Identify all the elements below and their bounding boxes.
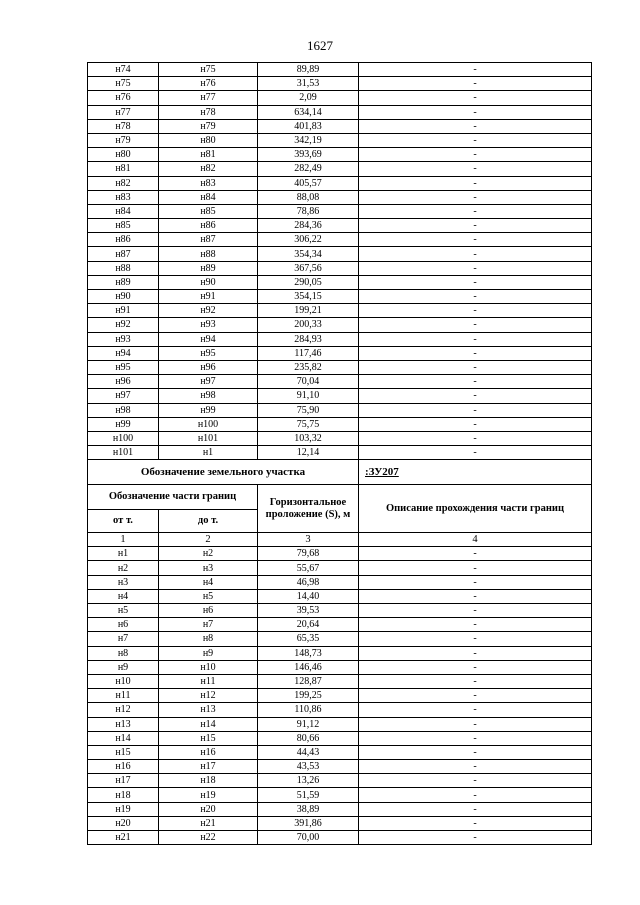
description-cell: - bbox=[359, 403, 592, 417]
header-row-1 bbox=[88, 485, 592, 510]
description-cell: - bbox=[359, 360, 592, 374]
to-point-cell: н85 bbox=[159, 204, 258, 218]
to-point-cell: н95 bbox=[159, 346, 258, 360]
table-row bbox=[88, 802, 592, 816]
table-row bbox=[88, 332, 592, 346]
section2-body bbox=[88, 547, 592, 845]
length-cell: 282,49 bbox=[258, 162, 359, 176]
table-row bbox=[88, 261, 592, 275]
description-cell: - bbox=[359, 389, 592, 403]
to-point-cell: н82 bbox=[159, 162, 258, 176]
description-cell: - bbox=[359, 290, 592, 304]
description-cell: - bbox=[359, 133, 592, 147]
description-cell: - bbox=[359, 618, 592, 632]
from-point-cell: н87 bbox=[88, 247, 159, 261]
from-point-cell: н77 bbox=[88, 105, 159, 119]
to-point-cell: н2 bbox=[159, 547, 258, 561]
length-cell: 91,10 bbox=[258, 389, 359, 403]
length-cell: 634,14 bbox=[258, 105, 359, 119]
from-point-cell: н80 bbox=[88, 148, 159, 162]
description-cell: - bbox=[359, 589, 592, 603]
from-point-cell: н16 bbox=[88, 760, 159, 774]
from-point-cell: н12 bbox=[88, 703, 159, 717]
from-point-cell: н1 bbox=[88, 547, 159, 561]
to-point-cell: н91 bbox=[159, 290, 258, 304]
to-point-cell: н22 bbox=[159, 831, 258, 845]
from-point-cell: н83 bbox=[88, 190, 159, 204]
length-cell: 46,98 bbox=[258, 575, 359, 589]
to-point-cell: н4 bbox=[159, 575, 258, 589]
description-cell: - bbox=[359, 802, 592, 816]
length-cell: 200,33 bbox=[258, 318, 359, 332]
length-cell: 39,53 bbox=[258, 604, 359, 618]
length-cell: 31,53 bbox=[258, 77, 359, 91]
description-cell: - bbox=[359, 63, 592, 77]
to-point-cell: н13 bbox=[159, 703, 258, 717]
from-point-cell: н92 bbox=[88, 318, 159, 332]
from-point-cell: н9 bbox=[88, 660, 159, 674]
description-cell: - bbox=[359, 247, 592, 261]
to-point-cell: н98 bbox=[159, 389, 258, 403]
to-point-cell: н17 bbox=[159, 760, 258, 774]
length-cell: 117,46 bbox=[258, 346, 359, 360]
from-point-cell: н15 bbox=[88, 745, 159, 759]
to-point-cell: н96 bbox=[159, 360, 258, 374]
table-row bbox=[88, 375, 592, 389]
column-number-4: 4 bbox=[359, 533, 592, 547]
length-cell: 20,64 bbox=[258, 618, 359, 632]
from-point-cell: н6 bbox=[88, 618, 159, 632]
from-point-cell: н84 bbox=[88, 204, 159, 218]
table-row bbox=[88, 660, 592, 674]
to-point-cell: н86 bbox=[159, 219, 258, 233]
from-point-cell: н10 bbox=[88, 674, 159, 688]
from-point-cell: н76 bbox=[88, 91, 159, 105]
length-cell: 75,75 bbox=[258, 417, 359, 431]
length-cell: 354,34 bbox=[258, 247, 359, 261]
description-cell: - bbox=[359, 204, 592, 218]
length-cell: 91,12 bbox=[258, 717, 359, 731]
length-cell: 65,35 bbox=[258, 632, 359, 646]
description-cell: - bbox=[359, 816, 592, 830]
plot-label: Обозначение земельного участка bbox=[88, 460, 359, 485]
table-row bbox=[88, 77, 592, 91]
to-point-cell: н8 bbox=[159, 632, 258, 646]
from-point-cell: н5 bbox=[88, 604, 159, 618]
description-cell: - bbox=[359, 417, 592, 431]
description-cell: - bbox=[359, 547, 592, 561]
to-point-cell: н12 bbox=[159, 689, 258, 703]
from-point-cell: н13 bbox=[88, 717, 159, 731]
from-point-cell: н18 bbox=[88, 788, 159, 802]
description-cell: - bbox=[359, 717, 592, 731]
to-point-cell: н9 bbox=[159, 646, 258, 660]
table-row bbox=[88, 219, 592, 233]
table-row bbox=[88, 774, 592, 788]
to-point-cell: н10 bbox=[159, 660, 258, 674]
to-point-cell: н15 bbox=[159, 731, 258, 745]
length-cell: 393,69 bbox=[258, 148, 359, 162]
to-point-cell: н90 bbox=[159, 275, 258, 289]
from-point-cell: н17 bbox=[88, 774, 159, 788]
table-row bbox=[88, 204, 592, 218]
table-row bbox=[88, 446, 592, 460]
description-cell: - bbox=[359, 689, 592, 703]
length-cell: 306,22 bbox=[258, 233, 359, 247]
to-point-cell: н3 bbox=[159, 561, 258, 575]
description-cell: - bbox=[359, 731, 592, 745]
length-cell: 43,53 bbox=[258, 760, 359, 774]
description-cell: - bbox=[359, 375, 592, 389]
description-cell: - bbox=[359, 119, 592, 133]
table-row bbox=[88, 389, 592, 403]
description-cell: - bbox=[359, 788, 592, 802]
description-cell: - bbox=[359, 105, 592, 119]
table-row bbox=[88, 575, 592, 589]
length-cell: 146,46 bbox=[258, 660, 359, 674]
from-point-cell: н11 bbox=[88, 689, 159, 703]
length-cell: 12,14 bbox=[258, 446, 359, 460]
table-row bbox=[88, 760, 592, 774]
length-cell: 44,43 bbox=[258, 745, 359, 759]
description-cell: - bbox=[359, 304, 592, 318]
table-row bbox=[88, 105, 592, 119]
table-row bbox=[88, 745, 592, 759]
from-point-cell: н96 bbox=[88, 375, 159, 389]
from-point-cell: н94 bbox=[88, 346, 159, 360]
table-row bbox=[88, 547, 592, 561]
to-header: до т. bbox=[159, 510, 258, 533]
to-point-cell: н78 bbox=[159, 105, 258, 119]
table-row bbox=[88, 589, 592, 603]
table-row bbox=[88, 618, 592, 632]
to-point-cell: н99 bbox=[159, 403, 258, 417]
horizontal-length-header: Горизонтальное проложение (S), м bbox=[258, 485, 359, 533]
length-cell: 88,08 bbox=[258, 190, 359, 204]
length-cell: 75,90 bbox=[258, 403, 359, 417]
length-cell: 79,68 bbox=[258, 547, 359, 561]
length-cell: 199,21 bbox=[258, 304, 359, 318]
plot-value: :ЗУ207 bbox=[359, 460, 592, 485]
length-cell: 78,86 bbox=[258, 204, 359, 218]
to-point-cell: н76 bbox=[159, 77, 258, 91]
to-point-cell: н80 bbox=[159, 133, 258, 147]
length-cell: 148,73 bbox=[258, 646, 359, 660]
description-cell: - bbox=[359, 646, 592, 660]
table-row bbox=[88, 561, 592, 575]
table-row bbox=[88, 703, 592, 717]
to-point-cell: н21 bbox=[159, 816, 258, 830]
column-numbers-row bbox=[88, 533, 592, 547]
to-point-cell: н14 bbox=[159, 717, 258, 731]
table-row bbox=[88, 233, 592, 247]
table-row bbox=[88, 674, 592, 688]
table-row bbox=[88, 604, 592, 618]
from-point-cell: н4 bbox=[88, 589, 159, 603]
length-cell: 290,05 bbox=[258, 275, 359, 289]
from-point-cell: н90 bbox=[88, 290, 159, 304]
description-cell: - bbox=[359, 760, 592, 774]
length-cell: 284,36 bbox=[258, 219, 359, 233]
from-header: от т. bbox=[88, 510, 159, 533]
length-cell: 14,40 bbox=[258, 589, 359, 603]
from-point-cell: н85 bbox=[88, 219, 159, 233]
from-point-cell: н20 bbox=[88, 816, 159, 830]
from-point-cell: н101 bbox=[88, 446, 159, 460]
description-cell: - bbox=[359, 745, 592, 759]
from-point-cell: н91 bbox=[88, 304, 159, 318]
description-cell: - bbox=[359, 148, 592, 162]
description-cell: - bbox=[359, 261, 592, 275]
from-point-cell: н89 bbox=[88, 275, 159, 289]
to-point-cell: н83 bbox=[159, 176, 258, 190]
column-number-3: 3 bbox=[258, 533, 359, 547]
table-row bbox=[88, 646, 592, 660]
description-cell: - bbox=[359, 604, 592, 618]
from-point-cell: н82 bbox=[88, 176, 159, 190]
from-point-cell: н98 bbox=[88, 403, 159, 417]
description-cell: - bbox=[359, 774, 592, 788]
from-point-cell: н100 bbox=[88, 431, 159, 445]
from-point-cell: н19 bbox=[88, 802, 159, 816]
description-cell: - bbox=[359, 233, 592, 247]
length-cell: 55,67 bbox=[258, 561, 359, 575]
to-point-cell: н84 bbox=[159, 190, 258, 204]
to-point-cell: н88 bbox=[159, 247, 258, 261]
length-cell: 70,00 bbox=[258, 831, 359, 845]
length-cell: 401,83 bbox=[258, 119, 359, 133]
table-row bbox=[88, 717, 592, 731]
table-row bbox=[88, 318, 592, 332]
to-point-cell: н97 bbox=[159, 375, 258, 389]
description-cell: - bbox=[359, 275, 592, 289]
to-point-cell: н5 bbox=[159, 589, 258, 603]
section2-header bbox=[88, 460, 592, 547]
length-cell: 38,89 bbox=[258, 802, 359, 816]
description-cell: - bbox=[359, 332, 592, 346]
to-point-cell: н1 bbox=[159, 446, 258, 460]
table-row bbox=[88, 176, 592, 190]
part-designation-header: Обозначение части границ bbox=[88, 485, 258, 510]
table-row bbox=[88, 119, 592, 133]
to-point-cell: н75 bbox=[159, 63, 258, 77]
table-row bbox=[88, 816, 592, 830]
table-row bbox=[88, 91, 592, 105]
length-cell: 103,32 bbox=[258, 431, 359, 445]
length-cell: 284,93 bbox=[258, 332, 359, 346]
length-cell: 342,19 bbox=[258, 133, 359, 147]
length-cell: 128,87 bbox=[258, 674, 359, 688]
to-point-cell: н92 bbox=[159, 304, 258, 318]
length-cell: 405,57 bbox=[258, 176, 359, 190]
table-row bbox=[88, 162, 592, 176]
table-row bbox=[88, 275, 592, 289]
description-cell: - bbox=[359, 660, 592, 674]
table-row bbox=[88, 247, 592, 261]
to-point-cell: н20 bbox=[159, 802, 258, 816]
description-header: Описание прохождения части границ bbox=[359, 485, 592, 533]
to-point-cell: н19 bbox=[159, 788, 258, 802]
length-cell: 235,82 bbox=[258, 360, 359, 374]
to-point-cell: н16 bbox=[159, 745, 258, 759]
length-cell: 354,15 bbox=[258, 290, 359, 304]
description-cell: - bbox=[359, 77, 592, 91]
table-row bbox=[88, 431, 592, 445]
to-point-cell: н94 bbox=[159, 332, 258, 346]
to-point-cell: н6 bbox=[159, 604, 258, 618]
from-point-cell: н93 bbox=[88, 332, 159, 346]
table-row bbox=[88, 403, 592, 417]
to-point-cell: н11 bbox=[159, 674, 258, 688]
table-row bbox=[88, 360, 592, 374]
table-row bbox=[88, 689, 592, 703]
column-number-2: 2 bbox=[159, 533, 258, 547]
table-row bbox=[88, 831, 592, 845]
length-cell: 89,89 bbox=[258, 63, 359, 77]
from-point-cell: н2 bbox=[88, 561, 159, 575]
table-row bbox=[88, 632, 592, 646]
from-point-cell: н79 bbox=[88, 133, 159, 147]
from-point-cell: н81 bbox=[88, 162, 159, 176]
table-row bbox=[88, 63, 592, 77]
from-point-cell: н99 bbox=[88, 417, 159, 431]
length-cell: 51,59 bbox=[258, 788, 359, 802]
length-cell: 70,04 bbox=[258, 375, 359, 389]
description-cell: - bbox=[359, 176, 592, 190]
to-point-cell: н77 bbox=[159, 91, 258, 105]
from-point-cell: н8 bbox=[88, 646, 159, 660]
description-cell: - bbox=[359, 632, 592, 646]
from-point-cell: н21 bbox=[88, 831, 159, 845]
description-cell: - bbox=[359, 575, 592, 589]
plot-row bbox=[88, 460, 592, 485]
length-cell: 80,66 bbox=[258, 731, 359, 745]
boundary-table bbox=[87, 62, 592, 845]
from-point-cell: н7 bbox=[88, 632, 159, 646]
description-cell: - bbox=[359, 674, 592, 688]
to-point-cell: н93 bbox=[159, 318, 258, 332]
length-cell: 391,86 bbox=[258, 816, 359, 830]
description-cell: - bbox=[359, 446, 592, 460]
table-row bbox=[88, 788, 592, 802]
length-cell: 367,56 bbox=[258, 261, 359, 275]
description-cell: - bbox=[359, 831, 592, 845]
description-cell: - bbox=[359, 318, 592, 332]
to-point-cell: н7 bbox=[159, 618, 258, 632]
section1-body bbox=[88, 63, 592, 460]
from-point-cell: н3 bbox=[88, 575, 159, 589]
description-cell: - bbox=[359, 162, 592, 176]
table-row bbox=[88, 731, 592, 745]
description-cell: - bbox=[359, 190, 592, 204]
to-point-cell: н87 bbox=[159, 233, 258, 247]
to-point-cell: н89 bbox=[159, 261, 258, 275]
length-cell: 2,09 bbox=[258, 91, 359, 105]
from-point-cell: н86 bbox=[88, 233, 159, 247]
table-row bbox=[88, 304, 592, 318]
table-row bbox=[88, 133, 592, 147]
table-row bbox=[88, 417, 592, 431]
table-row bbox=[88, 346, 592, 360]
from-point-cell: н97 bbox=[88, 389, 159, 403]
from-point-cell: н88 bbox=[88, 261, 159, 275]
table-row bbox=[88, 148, 592, 162]
description-cell: - bbox=[359, 346, 592, 360]
to-point-cell: н18 bbox=[159, 774, 258, 788]
to-point-cell: н100 bbox=[159, 417, 258, 431]
to-point-cell: н101 bbox=[159, 431, 258, 445]
description-cell: - bbox=[359, 703, 592, 717]
column-number-1: 1 bbox=[88, 533, 159, 547]
length-cell: 110,86 bbox=[258, 703, 359, 717]
from-point-cell: н78 bbox=[88, 119, 159, 133]
table-row bbox=[88, 290, 592, 304]
from-point-cell: н74 bbox=[88, 63, 159, 77]
to-point-cell: н79 bbox=[159, 119, 258, 133]
length-cell: 199,25 bbox=[258, 689, 359, 703]
table-row bbox=[88, 190, 592, 204]
description-cell: - bbox=[359, 561, 592, 575]
length-cell: 13,26 bbox=[258, 774, 359, 788]
to-point-cell: н81 bbox=[159, 148, 258, 162]
from-point-cell: н75 bbox=[88, 77, 159, 91]
from-point-cell: н95 bbox=[88, 360, 159, 374]
from-point-cell: н14 bbox=[88, 731, 159, 745]
description-cell: - bbox=[359, 219, 592, 233]
description-cell: - bbox=[359, 431, 592, 445]
page-number: 1627 bbox=[307, 38, 333, 53]
description-cell: - bbox=[359, 91, 592, 105]
